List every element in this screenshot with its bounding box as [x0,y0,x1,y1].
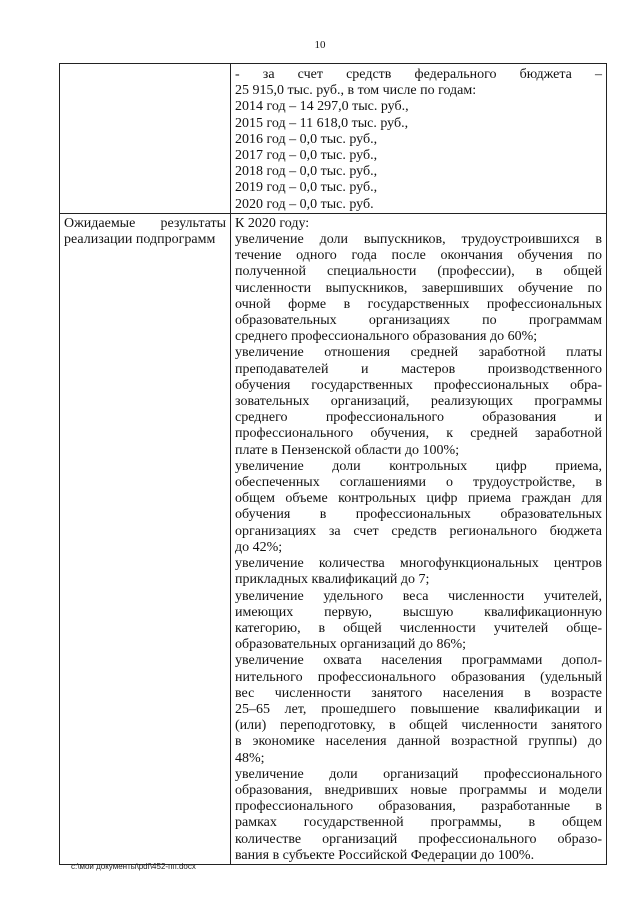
footer-file-path: c:\мои документы\pdf\452-пп.docx [71,862,196,871]
results-line: увеличение количества многофункциональных центров [235,556,602,572]
results-line: среднего профессионального образования до 60%; [235,329,538,345]
results-line: увеличение доли выпускников, трудоустроившихся в [235,232,602,248]
results-line: численности выпускников, завершивших обучение по [235,280,602,296]
results-line: образования, внедривших новые программы и модели [235,782,602,798]
results-lines [235,216,602,864]
row1-label-cell [60,64,231,214]
financing-line: 2020 год – 0,0 тыс. руб. [235,196,374,212]
results-line: категорию, в общей численности учителей обще- [235,620,602,636]
financing-line: 2016 год – 0,0 тыс. руб., [235,131,378,147]
results-line: вания в субъекте Российской Федерации до 100%. [235,847,535,863]
financing-line: - за счет средств федерального бюджета – [235,67,602,82]
results-line: увеличение доли организаций профессионального [235,766,602,782]
financing-line: 2017 год – 0,0 тыс. руб., [235,148,378,164]
results-line: профессионального обучения, к средней заработной [235,426,602,442]
financing-line: 2014 год – 14 297,0 тыс. руб., [235,99,409,115]
results-line: 25–65 лет, прошедшего повышение квалификации и [235,701,602,717]
results-label-line: реализации подпрограмм [64,232,216,248]
results-line: вес численности занятого населения в возрасте [235,685,602,701]
row1-content-cell [231,64,607,214]
table-row-financing [60,64,607,214]
results-line: имеющих первую, высшую квалификационную [235,604,602,620]
row2-label-cell [60,213,231,864]
results-line: обучения в профессиональных образовательных [235,507,602,523]
results-label-line: Ожидаемые результаты [64,215,226,231]
results-line: среднего профессионального образования и [235,410,602,426]
results-line: организациях за счет средств регионального бюджета [235,523,602,539]
financing-line: 2019 год – 0,0 тыс. руб., [235,180,378,196]
results-line: 48%; [235,750,265,766]
results-label [64,216,226,248]
results-line: преподавателей и мастеров производственного [235,361,602,377]
results-line: в экономике населения данной возрастной группы) до [235,734,602,750]
table-row-results [60,213,607,864]
page-number: 10 [314,39,326,51]
results-line: образовательных организаций до 86%; [235,637,466,653]
results-line: прикладных квалификаций до 7; [235,572,430,588]
results-line: общем объеме контрольных цифр приема граждан для [235,491,602,507]
results-line: до 42%; [235,539,283,555]
row2-content-cell [231,213,607,864]
results-line: увеличение охвата населения программами допол- [235,653,602,669]
financing-line: 2015 год – 11 618,0 тыс. руб., [235,115,409,131]
financing-lines [235,67,602,213]
results-line: увеличение удельного веса численности учителей, [235,588,602,604]
results-line: К 2020 году: [235,215,310,231]
financing-line: 25 915,0 тыс. руб., в том числе по годам: [235,83,477,99]
results-line: рамках государственной программы, в общем [235,815,602,831]
results-line: течение одного года после окончания обучения по [235,248,602,264]
results-line: полученной специальности (профессии), в общей [235,264,602,280]
passport-table [59,63,607,865]
results-line: профессионального образования, разработанные в [235,799,602,815]
financing-line: 2018 год – 0,0 тыс. руб., [235,164,378,180]
results-line: зовательных организаций, реализующих программы [235,394,602,410]
results-line: обучения государственных профессиональных обра- [235,377,602,393]
results-line: обеспеченных соглашениями о трудоустройстве, в [235,475,602,491]
results-line: образовательных организациях по программам [235,313,602,329]
results-line: (или) переподготовку, в общей численности занятого [235,718,602,734]
results-line: очной форме в государственных профессиональных [235,296,602,312]
results-line: увеличение отношения средней заработной платы [235,345,602,361]
results-line: нительного профессионального образования (удельный [235,669,602,685]
results-line: количестве организаций профессионального образо- [235,831,602,847]
results-line: плате в Пензенской области до 100%; [235,442,460,458]
results-line: увеличение доли контрольных цифр приема, [235,458,602,474]
